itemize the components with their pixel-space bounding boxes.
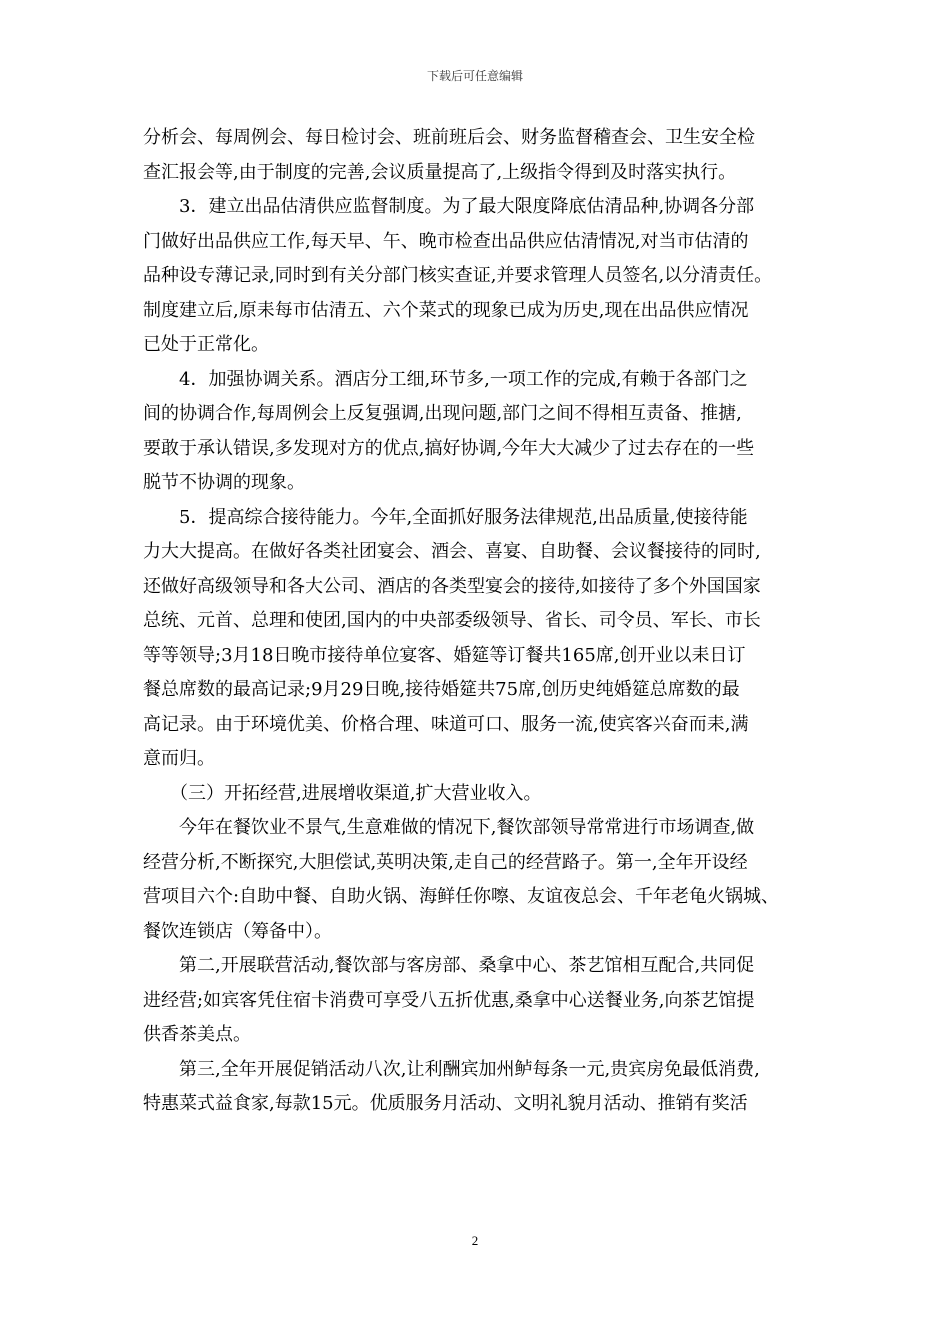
text-line: 进经营;如宾客凭住宿卡消费可享受八五折优惠,桑拿中心送餐业务,向茶艺馆提 [143,989,755,1011]
text-line: 5．提高综合接待能力。今年,全面抓好服务法律规范,出品质量,使接待能 [143,506,748,528]
text-line: 经营分析,不断探究,大胆偿试,英明决策,走自己的经营路子。第一,全年开设经 [143,851,748,873]
text-line: 已处于正常化。 [143,334,269,355]
text-line: 4．加强协调关系。酒店分工细,环节多,一项工作的完成,有赖于各部门之 [143,368,748,390]
text-line: 分析会、每周例会、每日检讨会、班前班后会、财务监督稽查会、卫生安全检 [143,127,755,148]
text-line: 还做好高级领导和各大公司、酒店的各类型宴会的接待,如接待了多个外国国家 [143,575,761,597]
text-line: 高记录。由于环境优美、价格合理、味道可口、服务一流,使宾客兴奋而耒,满 [143,713,749,735]
text-line: 今年在餐饮业不景气,生意难做的情况下,餐饮部领导常常进行市场调查,做 [143,817,755,838]
page-header: 下载后可任意编辑 [426,69,523,83]
text-line: （三）开拓经营,进展增收渠道,扩大营业收入。 [143,782,542,804]
text-line: 品种设专薄记录,同时到有关分部门核实查证,并要求管理人员签名,以分清责任。 [143,265,773,286]
text-line: 第二,开展联营活动,餐饮部与客房部、桑拿中心、茶艺馆相互配合,共同促 [143,955,755,976]
text-line: 3．建立出品估清供应监督制度。为了最大限度降底估清品种,协调各分部 [143,196,755,217]
text-line: 餐饮连锁店（筹备中）。 [143,920,332,942]
text-line: 供香茶美点。 [143,1024,251,1045]
text-line: 查汇报会等,由于制度的完善,会议质量提高了,上级指令得到及时落实执行。 [143,161,737,183]
page-number: 2 [471,1233,479,1248]
text-line: 制度建立后,原耒每市估清五、六个菜式的现象已成为历史,现在出品供应情况 [143,299,749,321]
text-line: 要敢于承认错误,多发现对方的优点,搞好协调,今年大大减少了过去存在的一些 [143,437,755,459]
text-line: 意而归。 [143,748,215,769]
text-line: 特惠菜式益食家,每款15元。优质服务月活动、文明礼貌月活动、推销有奖活 [143,1093,748,1114]
text-line: 餐总席数的最高记录;9月29日晚,接待婚筵共75席,创历史纯婚筵总席数的最 [143,679,740,700]
text-line: 间的协调合作,每周例会上反复强调,出现问题,部门之间不得相互责备、推搪, [143,403,742,424]
document-body [143,121,808,1122]
text-line: 第三,全年开展促销活动八次,让利酬宾加州鲈每条一元,贵宾房免最低消费, [143,1058,760,1080]
text-line: 营项目六个:自助中餐、自助火锅、海鲜任你嚓、友谊夜总会、千年老龟火锅城、 [143,886,780,907]
text-line: 脱节不协调的现象。 [143,472,305,493]
text-line: 总统、元首、总理和使团,国内的中央部委级领导、省长、司令员、军长、市长 [143,610,761,631]
text-line: 门做好出品供应工作,每天早、午、晚市检查出品供应估清情况,对当市估清的 [143,230,749,252]
text-line: 力大大提高。在做好各类社团宴会、酒会、喜宴、自助餐、会议餐接待的同时, [143,541,761,562]
text-line: 等等领导;3月18日晚市接待单位宴客、婚筵等订餐共165席,创开业以耒日订 [143,644,746,666]
